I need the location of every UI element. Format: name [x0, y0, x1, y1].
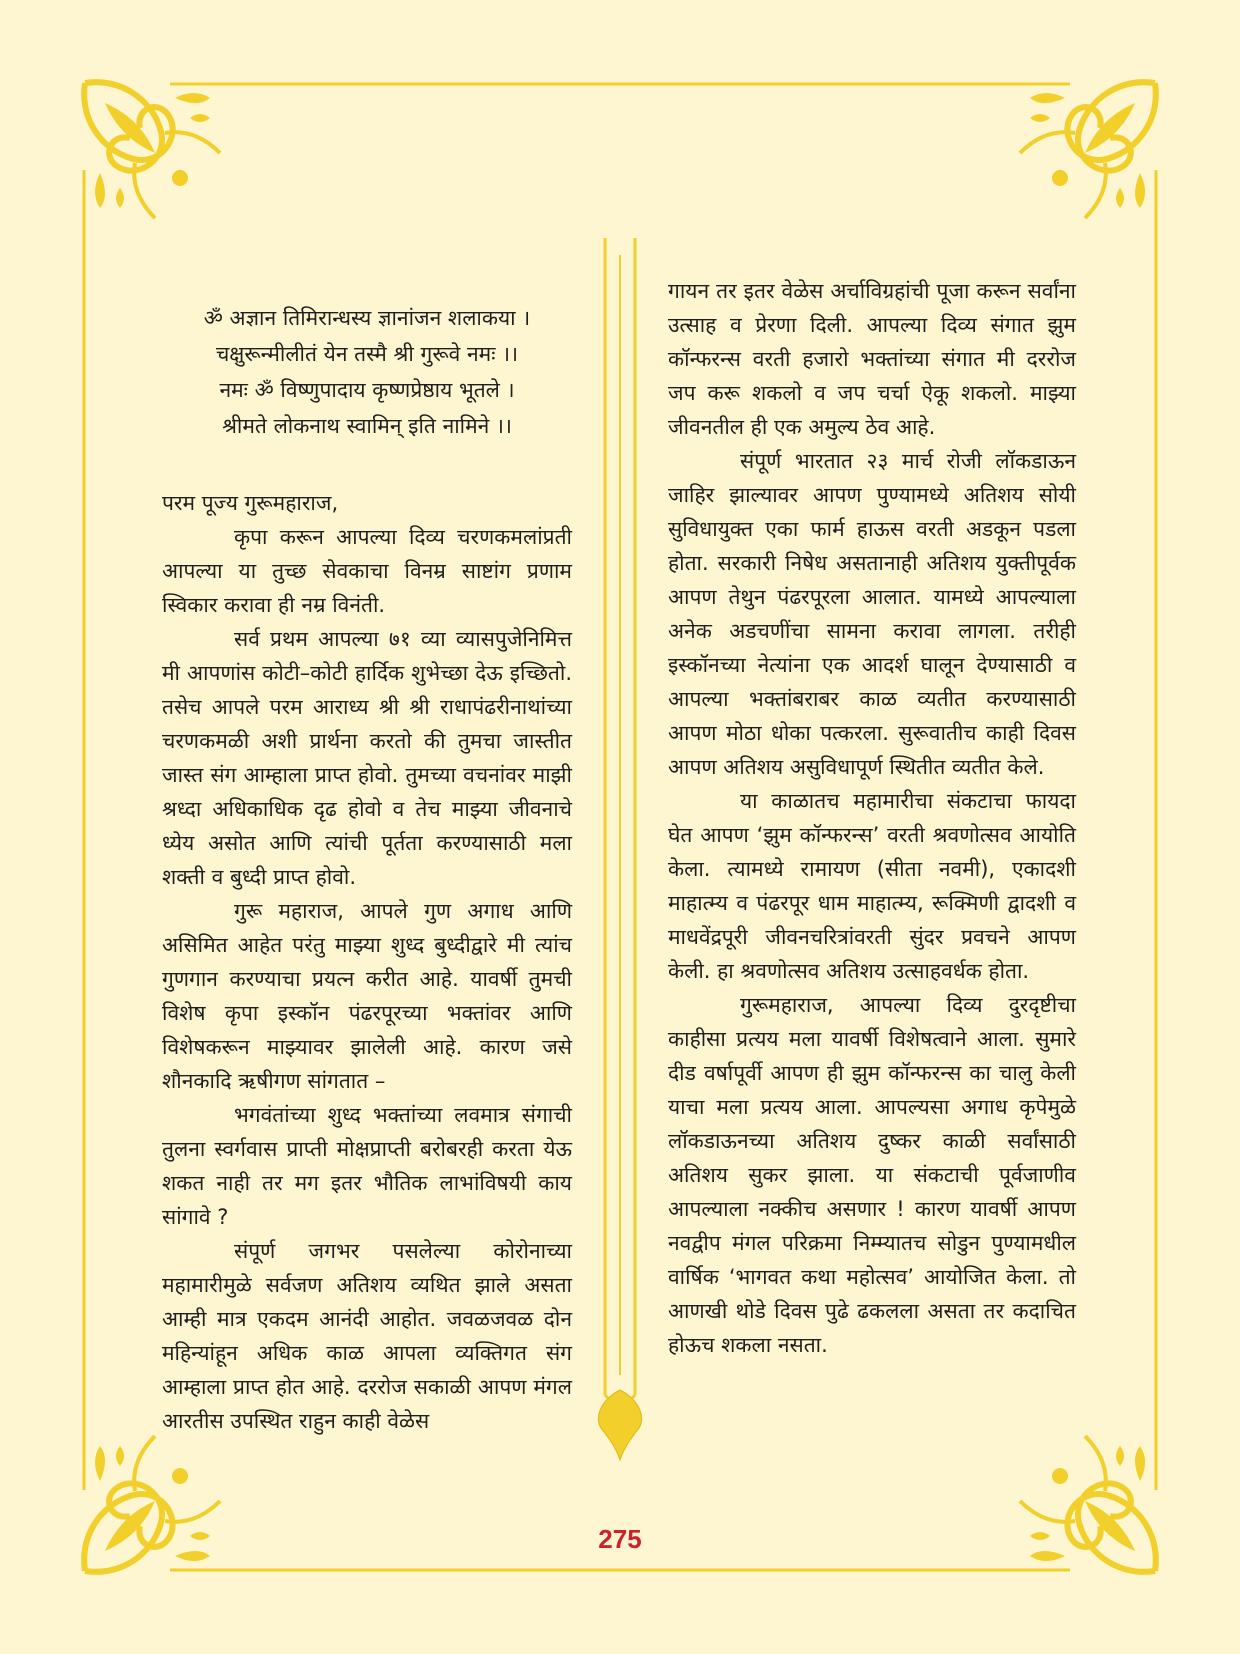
paragraph: भगवंतांच्या शुध्द भक्तांच्या लवमात्र संगाची तुलना स्वर्गवास प्राप्ती मोक्षप्राप्ती बरोबरही करता येऊ शकत नाही तर मग इतर भौतिक लाभांविषयी काय सांगावे ? — [162, 1103, 572, 1229]
shloka-line-3: नमः ॐ विष्णुपादाय कृष्णप्रेष्ठाय भूतले । — [219, 378, 515, 402]
salutation: परम पूज्य गुरूमहाराज, — [162, 491, 339, 515]
paragraph: संपूर्ण जगभर पसलेल्या कोरोनाच्या महामारीमुळे सर्वजण अतिशय व्यथित झाले असता आम्ही मात्र एकदम आनंदी आहोत. जवळजवळ दोन महिन्यांहून अधिक काळ आपला व्यक्तिगत संग आम्हाला प्राप्त होत आहे. दररोज सकाळी आपण मंगल आरतीस उपस्थित राहुन काही वेळेस — [162, 1239, 572, 1433]
paragraph: गायन तर इतर वेळेस अर्चाविग्रहांची पूजा करून सर्वांना उत्साह व प्रेरणा दिली. आपल्या दिव्य संगात झुम कॉन्फरन्स वरती हजारो भक्तांच्या संगात मी दररोज जप करू शकलो व जप चर्चा ऐकू शकलो. माझ्या जीवनतील ही एक अमुल्य ठेव आहे. — [668, 279, 1076, 439]
paragraph: कृपा करून आपल्या दिव्य चरणकमलांप्रती आपल्या या तुच्छ सेवकाचा विनम्र साष्टांग प्रणाम स्विकार करावा ही नम्र विनंती. — [162, 525, 572, 617]
paragraph: सर्व प्रथम आपल्या ७१ व्या व्यासपुजेनिमित्त मी आपणांस कोटी–कोटी हार्दिक शुभेच्छा देऊ इच्छितो. तसेच आपले परम आराध्य श्री श्री राधापंढरीनाथांच्या चरणकमळी अशी प्रार्थना करतो की तुमचा जास्तीत जास्त संग आम्हाला प्राप्त होवो. तुमच्या वचनांवर माझी श्रध्दा अधिकाधिक दृढ होवो व तेच माझ्या जीवनाचे ध्येय असोत आणि त्यांची पूर्तता करण्यासाठी मला शक्ती व बुध्दी प्राप्त होवो. — [162, 627, 572, 889]
page-number: 275 — [598, 1524, 642, 1554]
column-divider — [598, 238, 641, 1460]
shloka-line-2: चक्षुरून्मीलीतं येन तस्मै श्री गुरूवे नमः ।। — [215, 342, 519, 366]
paragraph: गुरूमहाराज, आपल्या दिव्य दुरदृष्टीचा काहीसा प्रत्यय मला यावर्षी विशेषत्वाने आला. सुमारे दीड वर्षापूर्वी आपण ही झुम कॉन्फरन्स का चालु केली याचा मला प्रत्यय आला. आपल्यसा अगाध कृपेमुळे लॉकडाऊनच्या अतिशय दुष्कर काळी सर्वांसाठी अतिशय सुकर झाला. या संकटाची पूर्वजाणीव आपल्याला नक्कीच असणार ! कारण यावर्षी आपण नवद्वीप मंगल परिक्रमा निम्म्यातच सोडुन पुण्यामधील वार्षिक ‘भागवत कथा महोत्सव’ आयोजित केला. तो आणखी थोडे दिवस पुढे ढकलला असता तर कदाचित होऊच शकला नसता. — [668, 993, 1076, 1357]
left-column — [162, 300, 572, 1438]
paragraph: संपूर्ण भारतात २३ मार्च रोजी लॉकडाऊन जाहिर झाल्यावर आपण पुण्यामध्ये अतिशय सोयी सुविधायुक्त एका फार्म हाऊस वरती अडकून पडला होता. सरकारी निषेध असतानाही अतिशय युक्तीपूर्वक आपण तेथुन पंढरपूरला आलात. यामध्ये आपल्याला अनेक अडचणींचा सामना करावा लागला. तरीही इस्कॉनच्या नेत्यांना एक आदर्श घालून देण्यासाठी व आपल्या भक्तांबराबर काळ व्यतीत करण्यासाठी आपण मोठा धोका पत्करला. सुरूवातीच काही दिवस आपण अतिशय असुविधापूर्ण स्थितीत व्यतीत केले. — [668, 449, 1076, 779]
right-column — [668, 274, 1076, 1362]
corner-ornament-top-right — [1020, 82, 1156, 218]
shloka — [162, 300, 572, 444]
shloka-line-1: ॐ अज्ञान तिमिरान्धस्य ज्ञानांजन शलाकया । — [203, 306, 531, 330]
corner-ornament-top-left — [84, 82, 220, 218]
shloka-line-4: श्रीमते लोकनाथ स्वामिन् इति नामिने ।। — [222, 414, 512, 438]
paragraph: गुरू महाराज, आपले गुण अगाध आणि असिमित आहेत परंतु माझ्या शुध्द बुध्दीद्वारे मी त्यांच गुणगान करण्याचा प्रयत्न करीत आहे. यावर्षी तुमची विशेष कृपा इस्कॉन पंढरपूरच्या भक्तांवर आणि विशेषकरून माझ्यावर झालेली आहे. कारण जसे शौनकादि ऋषीगण सांगतात – — [162, 899, 572, 1093]
paragraph: या काळातच महामारीचा संकटाचा फायदा घेत आपण ‘झुम कॉन्फरन्स’ वरती श्रवणोत्सव आयोति केला. त्यामध्ये रामायण (सीता नवमी), एकादशी माहात्म्य व पंढरपूर धाम माहात्म्य, रूक्मिणी द्वादशी व माधवेंद्रपूरी जीवनचरित्रांवरती सुंदर प्रवचने आपण केली. हा श्रवणोत्सव अतिशय उत्साहवर्धक होता. — [668, 789, 1076, 983]
